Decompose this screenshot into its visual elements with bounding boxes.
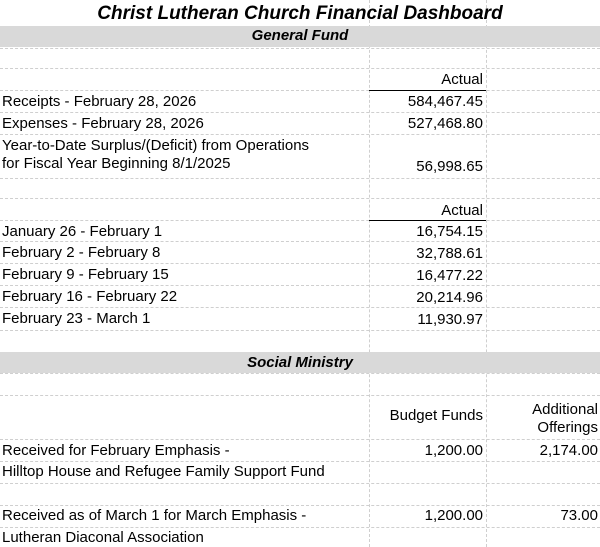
expenses-label: Expenses - February 28, 2026 [2,115,204,132]
week-1-value: 16,754.15 [416,223,483,240]
weekly-column-header: Actual [441,202,483,219]
march-emphasis-label-line1: Received as of March 1 for March Emphasis - [2,507,307,524]
february-budget-value: 1,200.00 [424,442,483,459]
additional-offerings-header-line1: Additional [532,401,598,418]
receipts-value: 584,467.45 [407,93,483,110]
week-1-label: January 26 - February 1 [2,223,163,240]
week-3-value: 16,477.22 [416,267,483,284]
week-2-value: 32,788.61 [416,245,483,262]
surplus-label-line1: Year-to-Date Surplus/(Deficit) from Operations [2,137,310,154]
general-fund-heading: General Fund [251,27,349,44]
march-emphasis-label-line2: Lutheran Diaconal Association [2,529,204,546]
february-emphasis-label-line2: Hilltop House and Refugee Family Support Fund [2,463,325,480]
summary-header-underline [369,90,486,91]
week-4-value: 20,214.96 [416,289,483,306]
budget-funds-column-header: Budget Funds [389,407,483,424]
summary-column-header: Actual [441,71,483,88]
surplus-label-line2: for Fiscal Year Beginning 8/1/2025 [2,155,231,172]
week-3-label: February 9 - February 15 [2,266,169,283]
surplus-value: 56,998.65 [416,158,483,175]
week-2-label: February 2 - February 8 [2,244,161,261]
february-emphasis-label-line1: Received for February Emphasis - [2,442,230,459]
additional-offerings-header-line2: Offerings [537,419,598,436]
page-title: Christ Lutheran Church Financial Dashboard [97,3,503,24]
march-additional-value: 73.00 [560,507,598,524]
february-additional-value: 2,174.00 [539,442,598,459]
week-5-value: 11,930.97 [417,311,483,328]
weekly-header-underline [369,220,486,221]
march-budget-value: 1,200.00 [424,507,483,524]
social-ministry-heading: Social Ministry [247,354,353,371]
expenses-value: 527,468.80 [407,115,483,132]
receipts-label: Receipts - February 28, 2026 [2,93,197,110]
week-5-label: February 23 - March 1 [2,310,151,327]
week-4-label: February 16 - February 22 [2,288,178,305]
